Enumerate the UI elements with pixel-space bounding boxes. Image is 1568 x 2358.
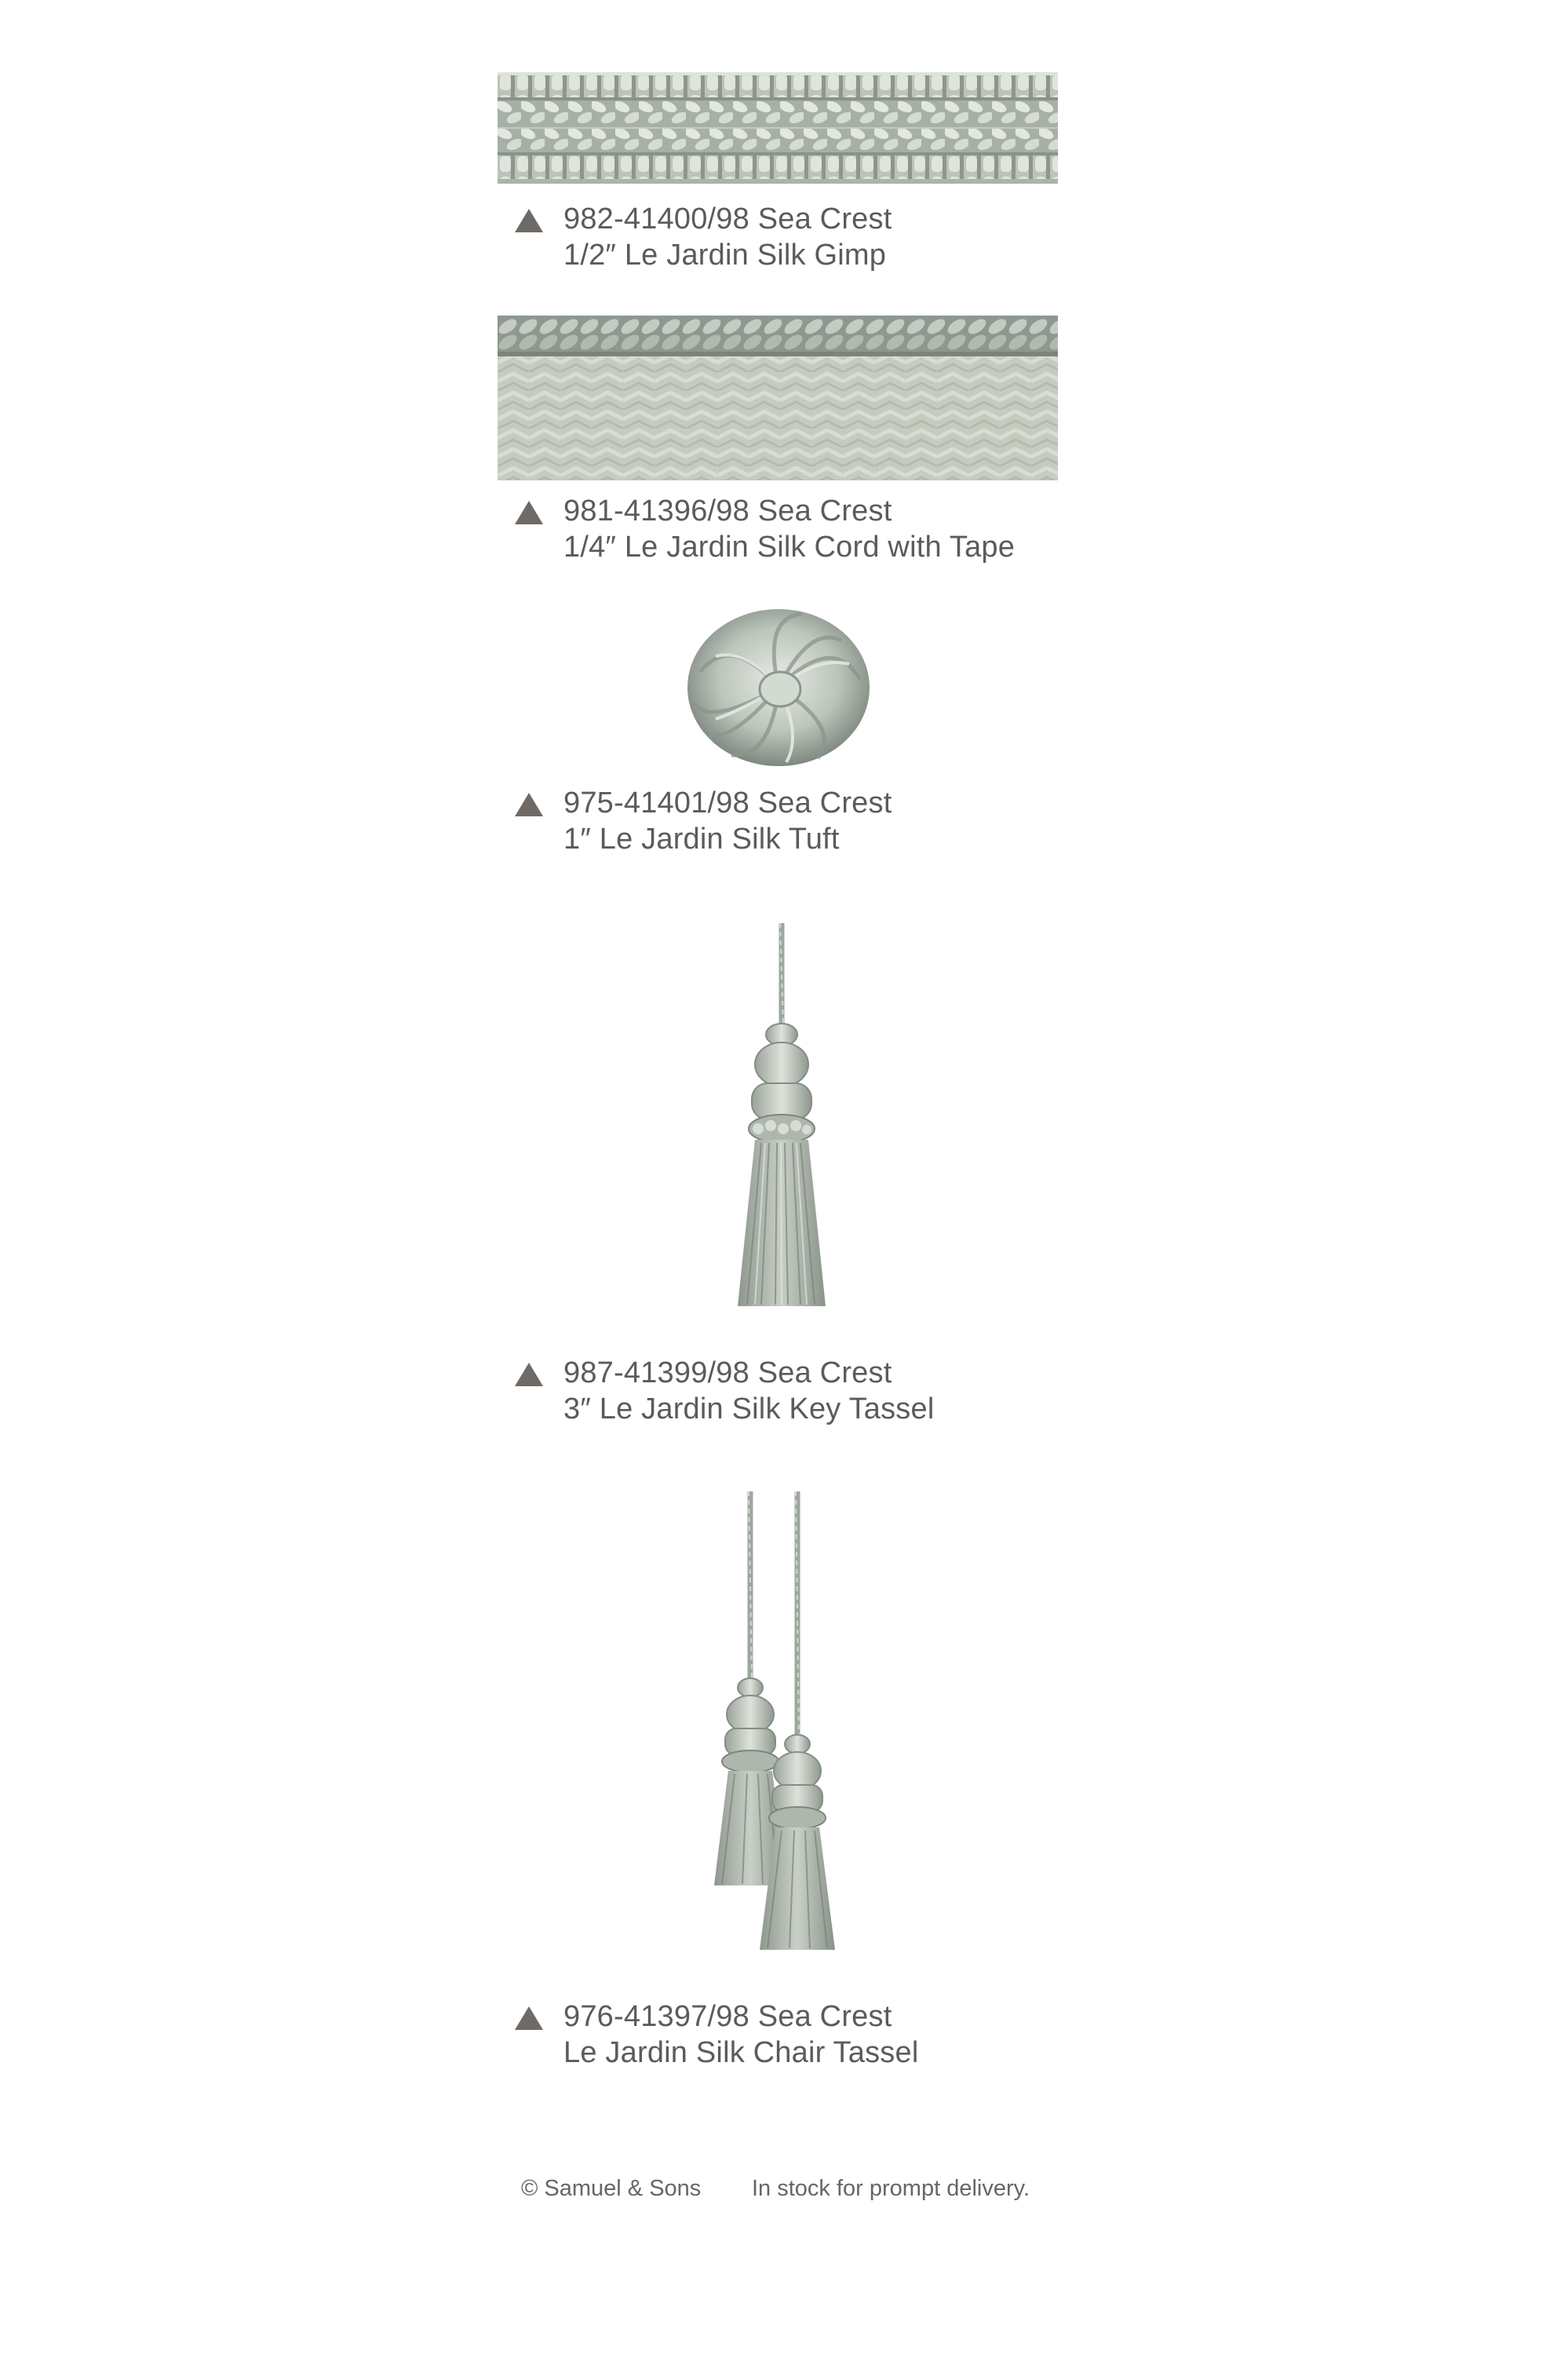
product-caption-key-tassel [515,1355,934,1427]
triangle-bullet-icon [515,501,543,524]
triangle-bullet-icon [515,209,543,232]
stock-note: In stock for prompt delivery. [752,2176,1030,2201]
product-caption-gimp [515,201,892,273]
gimp-swatch-image [498,72,1058,184]
product-description: 3″ Le Jardin Silk Key Tassel [563,1393,935,1425]
product-description: 1″ Le Jardin Silk Tuft [563,823,840,856]
product-code: 976-41397/98 Sea Crest [563,2000,892,2033]
tuft-image [684,601,873,771]
cord-with-tape-swatch-image [498,316,1058,480]
product-code: 982-41400/98 Sea Crest [563,203,892,235]
product-description: 1/4″ Le Jardin Silk Cord with Tape [563,531,1016,564]
product-caption-chair-tassel [515,1998,918,2071]
chair-tassel-image [680,1491,868,1962]
product-caption-cord [515,493,1015,565]
product-caption-tuft [515,785,892,857]
product-code: 987-41399/98 Sea Crest [563,1356,892,1389]
product-code: 975-41401/98 Sea Crest [563,787,892,819]
triangle-bullet-icon [515,793,543,816]
copyright-text: © Samuel & Sons [521,2176,702,2201]
product-description: Le Jardin Silk Chair Tassel [563,2036,919,2069]
triangle-bullet-icon [515,2006,543,2030]
product-description: 1/2″ Le Jardin Silk Gimp [563,239,887,272]
triangle-bullet-icon [515,1363,543,1386]
product-code: 981-41396/98 Sea Crest [563,495,892,527]
key-tassel-image [706,923,848,1316]
